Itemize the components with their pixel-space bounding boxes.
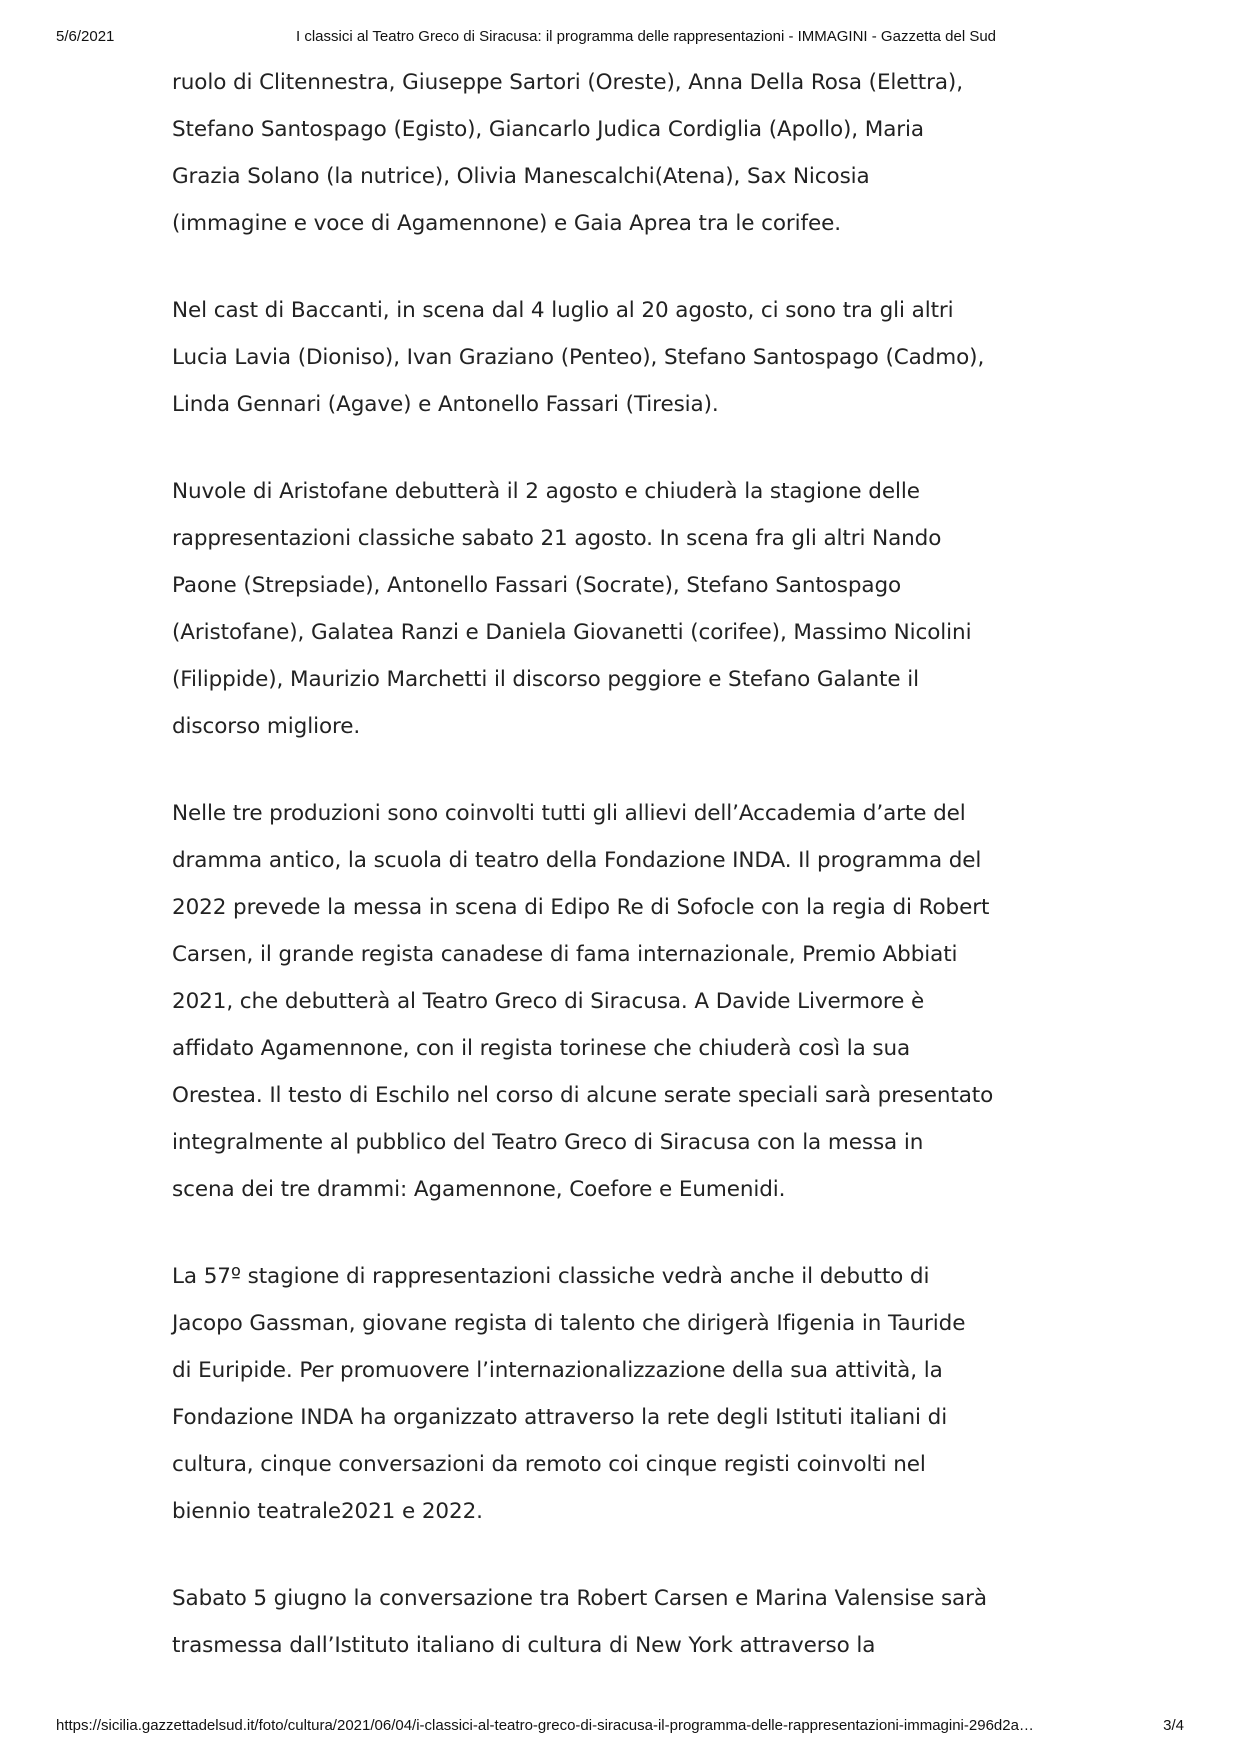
text-line: scena dei tre drammi: Agamennone, Coefore e Eumenidi.: [172, 1177, 786, 1202]
text-line: Lucia Lavia (Dioniso), Ivan Graziano (Penteo), Stefano Santospago (Cadmo),: [172, 345, 985, 370]
paragraph-programma-2022: [172, 790, 1087, 1213]
print-header: [56, 28, 1184, 50]
text-line: Stefano Santospago (Egisto), Giancarlo Judica Cordiglia (Apollo), Maria: [172, 117, 924, 142]
text-line: biennio teatrale2021 e 2022.: [172, 1499, 483, 1524]
text-line: di Euripide. Per promuovere l’internazionalizzazione della sua attività, la: [172, 1358, 943, 1383]
paragraph-stagione-57: [172, 1253, 1087, 1535]
text-line: integralmente al pubblico del Teatro Greco di Siracusa con la messa in: [172, 1130, 924, 1155]
text-line: Nel cast di Baccanti, in scena dal 4 luglio al 20 agosto, ci sono tra gli altri: [172, 298, 954, 323]
text-line: Linda Gennari (Agave) e Antonello Fassari (Tiresia).: [172, 392, 719, 417]
paragraph-cast-baccanti: [172, 287, 1087, 428]
text-line: trasmessa dall’Istituto italiano di cultura di New York attraverso la: [172, 1633, 876, 1658]
page-title: I classici al Teatro Greco di Siracusa: il programma delle rappresentazioni - IMMAGINI - Gazzetta del Sud: [296, 28, 997, 45]
text-line: Jacopo Gassman, giovane regista di talento che dirigerà Ifigenia in Tauride: [172, 1311, 966, 1336]
text-line: affidato Agamennone, con il regista torinese che chiuderà così la sua: [172, 1036, 911, 1061]
text-line: ruolo di Clitennestra, Giuseppe Sartori (Oreste), Anna Della Rosa (Elettra),: [172, 70, 963, 95]
page-number: 3/4: [1163, 1717, 1184, 1734]
paragraph-cast-nuvole: [172, 468, 1087, 750]
text-line: Sabato 5 giugno la conversazione tra Robert Carsen e Marina Valensise sarà: [172, 1586, 987, 1611]
text-line: Orestea. Il testo di Eschilo nel corso di alcune serate speciali sarà presentato: [172, 1083, 994, 1108]
page-url: https://sicilia.gazzettadelsud.it/foto/cultura/2021/06/04/i-classici-al-teatro-greco-di-siracusa-il-programma-delle-rappresentazioni-immagini-296d2a…: [56, 1717, 1034, 1734]
text-line: Carsen, il grande regista canadese di fama internazionale, Premio Abbiati: [172, 942, 958, 967]
text-line: cultura, cinque conversazioni da remoto coi cinque registi coinvolti nel: [172, 1452, 926, 1477]
text-line: Nelle tre produzioni sono coinvolti tutti gli allievi dell’Accademia d’arte del: [172, 801, 966, 826]
text-line: Grazia Solano (la nutrice), Olivia Manescalchi(Atena), Sax Nicosia: [172, 164, 870, 189]
text-line: (Aristofane), Galatea Ranzi e Daniela Giovanetti (corifee), Massimo Nicolini: [172, 620, 972, 645]
text-line: Fondazione INDA ha organizzato attraverso la rete degli Istituti italiani di: [172, 1405, 948, 1430]
text-line: dramma antico, la scuola di teatro della Fondazione INDA. Il programma del: [172, 848, 982, 873]
text-line: discorso migliore.: [172, 714, 361, 739]
text-line: (immagine e voce di Agamennone) e Gaia Aprea tra le corifee.: [172, 211, 841, 236]
article-body: [172, 59, 1087, 1709]
paragraph-conversazione: [172, 1575, 1087, 1669]
text-line: 2022 prevede la messa in scena di Edipo Re di Sofocle con la regia di Robert: [172, 895, 990, 920]
text-line: rappresentazioni classiche sabato 21 agosto. In scena fra gli altri Nando: [172, 526, 942, 551]
text-line: La 57º stagione di rappresentazioni classiche vedrà anche il debutto di: [172, 1264, 930, 1289]
text-line: Paone (Strepsiade), Antonello Fassari (Socrate), Stefano Santospago: [172, 573, 902, 598]
text-line: (Filippide), Maurizio Marchetti il discorso peggiore e Stefano Galante il: [172, 667, 919, 692]
paragraph-cast-orestea: [172, 59, 1087, 247]
print-footer: [56, 1717, 1184, 1739]
text-line: 2021, che debutterà al Teatro Greco di Siracusa. A Davide Livermore è: [172, 989, 925, 1014]
text-line: Nuvole di Aristofane debutterà il 2 agosto e chiuderà la stagione delle: [172, 479, 920, 504]
print-date: 5/6/2021: [56, 28, 115, 45]
